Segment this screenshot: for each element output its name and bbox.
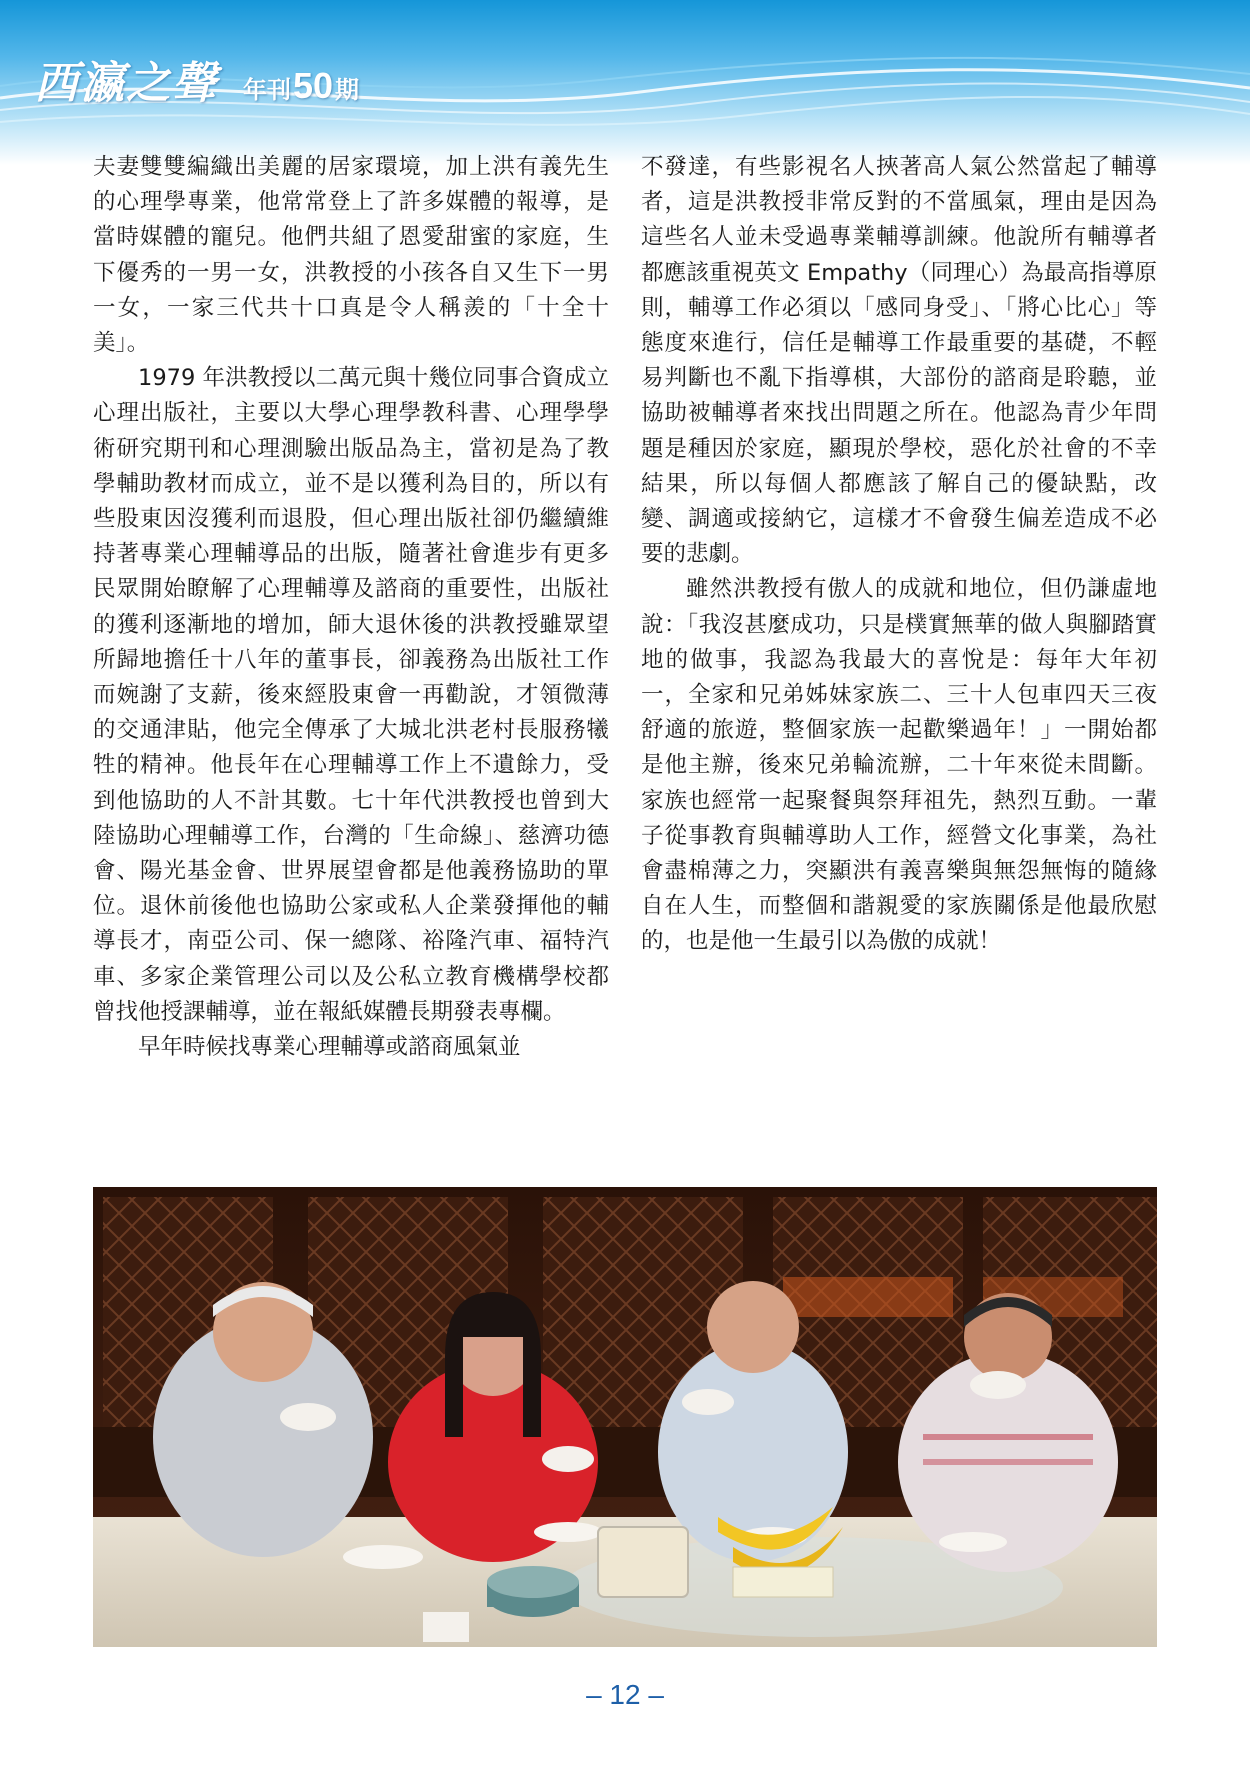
- page-header: [0, 0, 1250, 165]
- paragraph: 夫妻雙雙編織出美麗的居家環境，加上洪有義先生的心理學專業，他常常登上了許多媒體的報導，是當時媒體的寵兒。他們共組了恩愛甜蜜的家庭，生下優秀的一男一女，洪教授的小孩各自又生下一男一女，一家三代共十口真是令人稱羨的「十全十美」。: [93, 154, 609, 357]
- left-column: [93, 150, 609, 1170]
- family-photo: [93, 1187, 1157, 1647]
- masthead-title: 西瀛之聲: [34, 58, 218, 109]
- paragraph: 雖然洪教授有傲人的成就和地位，但仍謙虛地說：「我沒甚麼成功，只是樸實無華的做人與腳踏實地的做事，我認為我最大的喜悅是：每年大年初一，全家和兄弟姊妹家族二、三十人包車四天三夜舒適的旅遊，整個家族一起歡樂過年！」一開始都是他主辦，後來兄弟輪流辦，二十年來從未間斷。家族也經常一起聚餐與祭拜祖先，熱烈互動。一輩子從事教育與輔導助人工作，經營文化事業，為社會盡棉薄之力，突顯洪有義喜樂與無怨無悔的隨緣自在人生，而整個和諧親愛的家族關係是他最欣慰的，也是他一生最引以為傲的成就！: [641, 576, 1157, 955]
- photo-illustration: [93, 1187, 1157, 1647]
- issue-suffix: 期: [335, 77, 360, 104]
- paragraph: 不發達，有些影視名人挾著高人氣公然當起了輔導者，這是洪教授非常反對的不當風氣，理由是因為這些名人並未受過專業輔導訓練。他說所有輔導者都應該重視英文 Empathy（同理心）為最高指導原則，輔導工作必須以「感同身受」、「將心比心」等態度來進行，信任是輔導工作最重要的基礎，不輕易判斷也不亂下指導棋，大部份的諮商是聆聽，並協助被輔導者來找出問題之所在。他認為青少年問題是種因於家庭，顯現於學校，惡化於社會的不幸結果，所以每個人都應該了解自己的優缺點，改變、調適或接納它，這樣才不會發生偏差造成不必要的悲劇。: [641, 154, 1157, 568]
- issue-prefix: 年刊: [243, 77, 291, 104]
- paragraph: 早年時候找專業心理輔導或諮商風氣並: [138, 1034, 521, 1061]
- paragraph: 1979 年洪教授以二萬元與十幾位同事合資成立心理出版社，主要以大學心理學教科書、心理學學術研究期刊和心理測驗出版品為主，當初是為了教學輔助教材而成立，並不是以獲利為目的，所以有些股東因沒獲利而退股，但心理出版社卻仍繼續維持著專業心理輔導品的出版，隨著社會進步有更多民眾開始瞭解了心理輔導及諮商的重要性，出版社的獲利逐漸地的增加，師大退休後的洪教授雖眾望所歸地擔任十八年的董事長，卻義務為出版社工作而婉謝了支薪，後來經股東會一再勸說，才領微薄的交通津貼，他完全傳承了大城北洪老村長服務犧牲的精神。他長年在心理輔導工作上不遺餘力，受到他協助的人不計其數。七十年代洪教授也曾到大陸協助心理輔導工作，台灣的「生命線」、慈濟功德會、陽光基金會、世界展望會都是他義務協助的單位。退休前後他也協助公家或私人企業發揮他的輔導長才，南亞公司、保一總隊、裕隆汽車、福特汽車、多家企業管理公司以及公私立教育機構學校都曾找他授課輔導，並在報紙媒體長期發表專欄。: [93, 365, 609, 1025]
- page-number: – 12 –: [586, 1679, 664, 1710]
- right-column: [641, 150, 1157, 1030]
- issue-number: 50: [293, 65, 334, 106]
- issue-label: [243, 64, 359, 113]
